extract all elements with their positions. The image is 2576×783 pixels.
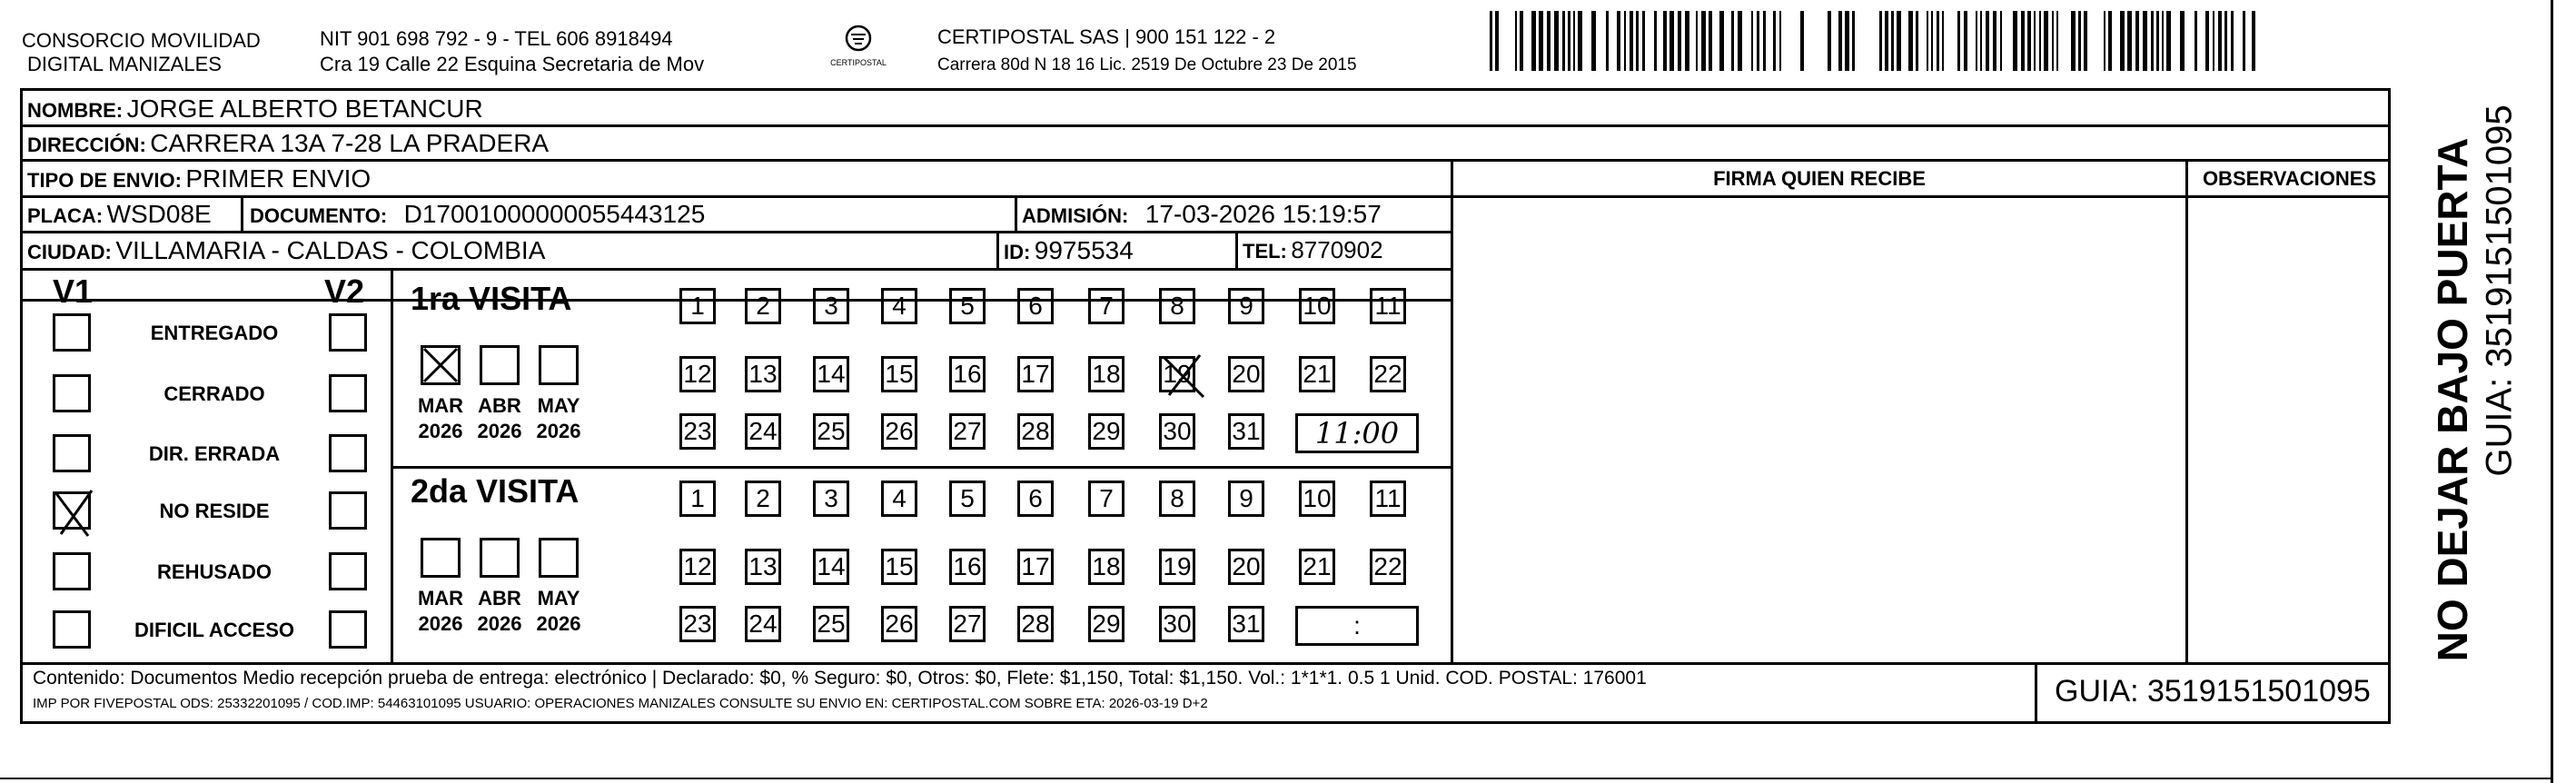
first-visit-title: 1ra VISITA (411, 280, 572, 317)
day-box[interactable]: 16 (949, 549, 986, 585)
day-box[interactable]: 20 (1228, 549, 1264, 585)
month-label: ABR (478, 587, 521, 610)
placa-field (27, 200, 212, 229)
guia-side: GUIA: 3519151501095 (2479, 104, 2520, 477)
admision-value: 17-03-2026 15:19:57 (1144, 200, 1382, 228)
time-box[interactable]: 11:00 (1295, 413, 1419, 453)
day-box[interactable]: 3 (813, 481, 849, 517)
firma-header: FIRMA QUIEN RECIBE (1713, 167, 1926, 190)
day-box[interactable]: 31 (1228, 606, 1264, 642)
day-box[interactable]: 29 (1088, 413, 1125, 450)
month-label: MAY (537, 394, 580, 417)
v1-checkbox[interactable] (53, 434, 91, 472)
day-box[interactable]: 5 (949, 288, 986, 324)
status-option-label: NO RESIDE (159, 500, 270, 522)
logo-text: CERTIPOSTAL (830, 58, 887, 67)
logo-icon (822, 22, 895, 76)
day-box[interactable]: 26 (881, 606, 917, 642)
day-box[interactable]: 27 (949, 413, 986, 450)
day-box[interactable]: 24 (745, 413, 781, 450)
ciudad-field (27, 236, 545, 265)
admision-field (1022, 200, 1382, 229)
day-box[interactable]: 6 (1017, 481, 1054, 517)
day-box[interactable]: 10 (1299, 288, 1335, 324)
tipo-envio-label: TIPO DE ENVIO: (27, 169, 182, 192)
day-box[interactable]: 18 (1088, 356, 1125, 392)
day-box[interactable]: 11 (1370, 481, 1406, 517)
day-box[interactable]: 27 (949, 606, 986, 642)
company-nit: NIT 901 698 792 - 9 - TEL 606 8918494 (320, 27, 673, 50)
day-box[interactable]: 6 (1017, 288, 1054, 324)
nombre-label: NOMBRE: (27, 99, 124, 122)
day-box[interactable]: 2 (745, 288, 781, 324)
v2-checkbox[interactable] (329, 313, 367, 352)
day-box[interactable]: 20 (1228, 356, 1264, 392)
day-box[interactable]: 28 (1017, 606, 1054, 642)
admision-label: ADMISIÓN: (1022, 204, 1129, 227)
day-box[interactable]: 15 (881, 549, 917, 585)
day-box[interactable]: 19 (1159, 356, 1195, 392)
month-label: MAR (417, 394, 464, 417)
nombre-value: JORGE ALBERTO BETANCUR (126, 94, 483, 123)
day-box[interactable]: 31 (1228, 413, 1264, 450)
time-box[interactable]: : (1295, 606, 1419, 646)
month-year-label: 2026 (418, 420, 463, 442)
documento-label: DOCUMENTO: (250, 204, 388, 227)
day-box[interactable]: 25 (813, 606, 849, 642)
day-box[interactable]: 9 (1228, 288, 1264, 324)
tel-value: 8770902 (1291, 236, 1383, 263)
month-checkbox[interactable] (539, 345, 579, 385)
id-label: ID: (1004, 241, 1031, 263)
contenido-text: Contenido: Documentos Medio recepción prueba de entrega: electrónico | Declarado: $0, % Seguro: $0, Otros: $0, Flete: $1,150, Total: $1,150. Vol.: 1*1*1. 0.5 1 Unid. COD. POSTAL: 176001 (33, 668, 1647, 689)
status-option-label: ENTREGADO (150, 322, 279, 344)
company-name-line1: CONSORCIO MOVILIDAD (22, 29, 261, 52)
day-box[interactable]: 22 (1370, 549, 1406, 585)
month-label: MAY (537, 587, 580, 610)
month-year-label: 2026 (418, 612, 463, 635)
placa-value: WSD08E (106, 200, 212, 228)
day-box[interactable]: 24 (745, 606, 781, 642)
day-box[interactable]: 17 (1017, 356, 1054, 392)
check-mark-icon (52, 485, 95, 540)
day-box[interactable]: 17 (1017, 549, 1054, 585)
month-year-label: 2026 (536, 612, 581, 635)
v1-checkbox[interactable] (53, 491, 91, 530)
v1-checkbox[interactable] (53, 610, 91, 649)
month-label: ABR (478, 394, 521, 417)
status-option-label: DIFICIL ACCESO (134, 619, 294, 641)
day-box[interactable]: 22 (1370, 356, 1406, 392)
month-year-label: 2026 (477, 420, 522, 442)
imp-text: IMP POR FIVEPOSTAL ODS: 25332201095 / COD.IMP: 54463101095 USUARIO: OPERACIONES MANIZALES CONSULTE SU ENVIO EN: CERTIPOSTAL.COM SOBRE ETA: 2026-03-19 D+2 (33, 696, 1208, 711)
month-checkbox[interactable] (480, 538, 520, 578)
day-box[interactable]: 8 (1159, 481, 1195, 517)
certipostal-logo (822, 22, 895, 76)
direccion-field (27, 129, 549, 158)
day-box[interactable]: 4 (881, 288, 917, 324)
day-box[interactable]: 25 (813, 413, 849, 450)
tel-field (1243, 236, 1383, 264)
status-option-label: DIR. ERRADA (148, 442, 281, 465)
day-box[interactable]: 21 (1299, 356, 1335, 392)
documento-field (250, 200, 705, 229)
day-box[interactable]: 2 (745, 481, 781, 517)
direccion-value: CARRERA 13A 7-28 LA PRADERA (150, 129, 550, 157)
day-box[interactable]: 9 (1228, 481, 1264, 517)
day-box[interactable]: 13 (745, 549, 781, 585)
day-box[interactable]: 19 (1159, 549, 1195, 585)
day-box[interactable]: 14 (813, 549, 849, 585)
day-box[interactable]: 13 (745, 356, 781, 392)
courier-info: CERTIPOSTAL SAS | 900 151 122 - 2 (937, 25, 1276, 48)
cross-mark-icon (1156, 352, 1211, 406)
month-checkbox[interactable] (421, 538, 461, 578)
day-box[interactable]: 30 (1159, 413, 1195, 450)
day-box[interactable]: 7 (1088, 481, 1125, 517)
day-box[interactable]: 15 (881, 356, 917, 392)
company-address: Cra 19 Calle 22 Esquina Secretaria de Mov (320, 53, 705, 75)
check-mark-icon (421, 345, 461, 385)
company-name-line2: DIGITAL MANIZALES (27, 53, 222, 75)
day-box[interactable]: 1 (679, 288, 716, 324)
barcode (1490, 11, 2262, 71)
id-field (1004, 236, 1134, 265)
month-checkbox[interactable] (539, 538, 579, 578)
month-checkbox[interactable] (480, 345, 520, 385)
nombre-field (27, 94, 483, 124)
month-checkbox[interactable] (421, 345, 461, 385)
v2-header: V2 (324, 273, 365, 310)
id-value: 9975534 (1034, 236, 1134, 264)
placa-label: PLACA: (27, 204, 104, 227)
day-box[interactable]: 21 (1299, 549, 1335, 585)
status-option-label: REHUSADO (157, 560, 272, 583)
tipo-envio-value: PRIMER ENVIO (185, 164, 372, 193)
v2-checkbox[interactable] (329, 374, 367, 412)
documento-value: D17001000000055443125 (403, 200, 706, 228)
month-year-label: 2026 (536, 420, 581, 442)
status-option-label: CERRADO (163, 382, 265, 405)
courier-license: Carrera 80d N 18 16 Lic. 2519 De Octubre 23 De 2015 (937, 55, 1357, 74)
v1-checkbox[interactable] (53, 374, 91, 412)
month-year-label: 2026 (477, 612, 522, 635)
v1-checkbox[interactable] (53, 552, 91, 590)
observaciones-header: OBSERVACIONES (2202, 167, 2377, 190)
day-box[interactable]: 30 (1159, 606, 1195, 642)
month-label: MAR (417, 587, 464, 610)
ciudad-value: VILLAMARIA - CALDAS - COLOMBIA (115, 236, 546, 264)
second-visit-title: 2da VISITA (411, 472, 580, 510)
ciudad-label: CIUDAD: (27, 241, 112, 263)
day-box[interactable]: 11 (1370, 288, 1406, 324)
day-box[interactable]: 7 (1088, 288, 1125, 324)
day-box[interactable]: 12 (679, 356, 716, 392)
v2-checkbox[interactable] (329, 610, 367, 649)
day-box[interactable]: 28 (1017, 413, 1054, 450)
day-box[interactable]: 4 (881, 481, 917, 517)
day-box[interactable]: 8 (1159, 288, 1195, 324)
day-box[interactable]: 5 (949, 481, 986, 517)
day-box[interactable]: 18 (1088, 549, 1125, 585)
day-box[interactable]: 1 (679, 481, 716, 517)
tipo-envio-field (27, 164, 371, 193)
v2-checkbox[interactable] (329, 434, 367, 472)
tel-label: TEL: (1243, 240, 1287, 263)
v2-checkbox[interactable] (329, 491, 367, 530)
day-box[interactable]: 23 (679, 606, 716, 642)
day-box[interactable]: 23 (679, 413, 716, 450)
direccion-label: DIRECCIÓN: (27, 134, 146, 156)
v1-checkbox[interactable] (53, 313, 91, 352)
day-box[interactable]: 10 (1299, 481, 1335, 517)
no-dejar-warning: NO DEJAR BAJO PUERTA (2429, 137, 2476, 662)
day-box[interactable]: 12 (679, 549, 716, 585)
day-box[interactable]: 16 (949, 356, 986, 392)
day-box[interactable]: 26 (881, 413, 917, 450)
day-box[interactable]: 29 (1088, 606, 1125, 642)
v2-checkbox[interactable] (329, 552, 367, 590)
day-box[interactable]: 14 (813, 356, 849, 392)
v1-header: V1 (53, 273, 94, 310)
guia-footer: GUIA: 3519151501095 (2055, 674, 2371, 709)
day-box[interactable]: 3 (813, 288, 849, 324)
